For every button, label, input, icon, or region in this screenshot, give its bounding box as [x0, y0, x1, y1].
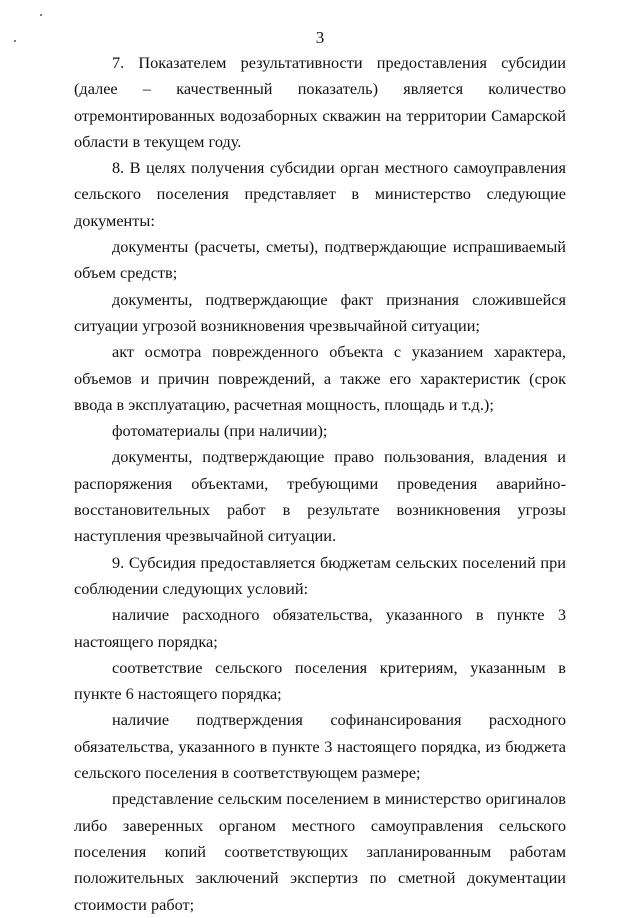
list-item: наличие подтверждения софинансирования расходного обязательства, указанного в пункте 3 настоящего порядка, из бюджета сельского поселения в соответствующем размере; [74, 710, 566, 783]
list-item: представление сельским поселением в министерство оригиналов либо заверенных органом местного самоуправления сельского поселения копий соответствующих запланированным работам положительных заключений экспертиз по сметной документации стоимости работ; [74, 789, 566, 914]
paragraph-8: 8. В целях получения субсидии орган местного самоуправления сельского поселения представляет в министерство следующие документы: [74, 158, 566, 230]
list-item: документы (расчеты, сметы), подтверждающие испрашиваемый объем средств; [74, 237, 566, 283]
list-item: соответствие сельского поселения критериям, указанным в пункте 6 настоящего порядка; [74, 657, 566, 704]
paragraph-9: 9. Субсидия предоставляется бюджетам сельских поселений при соблюдении следующих условий: [74, 552, 566, 598]
scan-speck [40, 14, 42, 16]
list-item: документы, подтверждающие факт признания сложившейся ситуации угрозой возникновения чрезвычайной ситуации; [74, 289, 566, 335]
list-item: фотоматериалы (при наличии); [112, 421, 328, 441]
list-item: документы, подтверждающие право пользования, владения и распоряжения объектами, требующими проведения аварийно-восстановительных работ в результате возникновения угрозы наступления чрезвычайной ситуации. [74, 447, 566, 546]
paragraph-7: 7. Показателем результативности предоставления субсидии (далее – качественный показатель) является количество отремонтированных водозаборных скважин на территории Самарской области в текущем году. [74, 53, 566, 151]
list-item: акт осмотра поврежденного объекта с указанием характера, объемов и причин повреждений, а также его характеристик (срок ввода в эксплуатацию, расчетная мощность, площадь и т.д.); [74, 342, 566, 414]
page-number: 3 [315, 28, 325, 47]
document-body [74, 50, 566, 918]
scan-speck [14, 40, 16, 42]
list-item: наличие расходного обязательства, указанного в пункте 3 настоящего порядка; [74, 605, 566, 651]
